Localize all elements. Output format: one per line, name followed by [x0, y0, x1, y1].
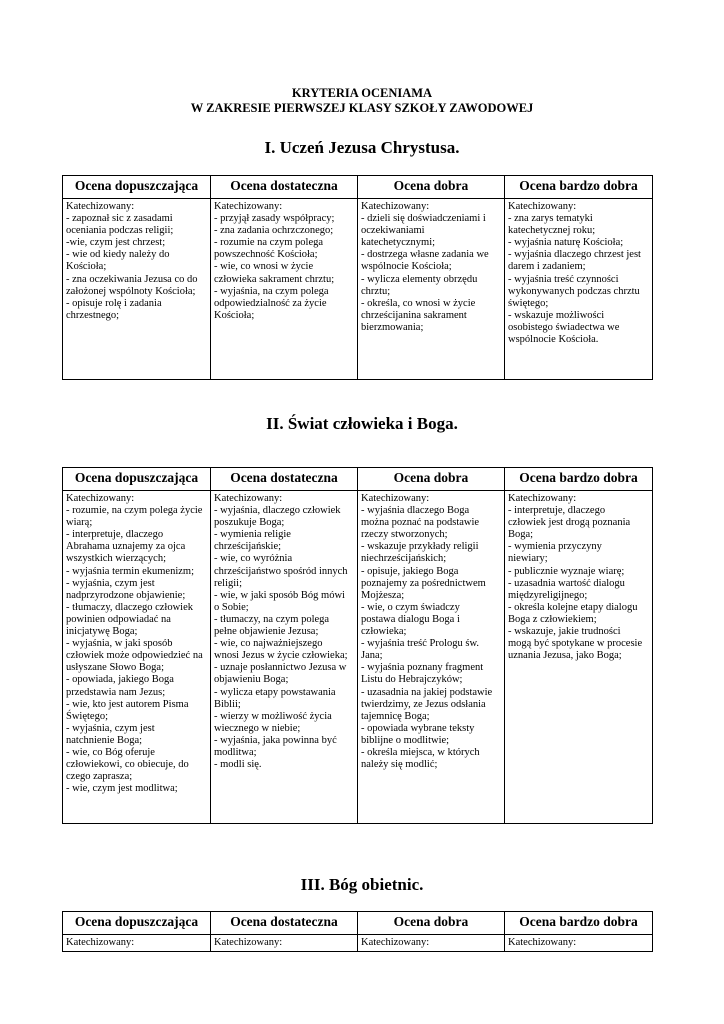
criteria-line: Boga;	[508, 529, 534, 541]
criteria-line: wszystkich wierzących;	[66, 553, 167, 565]
criteria-line: Listu do Hebrajczyków;	[361, 674, 463, 686]
criteria-line: wiarą;	[66, 517, 93, 529]
header-line-1: KRYTERIA OCENIAMA	[291, 86, 433, 100]
criteria-line: darem i zadaniem;	[508, 261, 586, 273]
criteria-line: natchnienie Boga;	[66, 734, 143, 746]
criteria-line: oczekiwaniami	[361, 225, 425, 237]
criteria-line: niechrześcijańskich;	[361, 553, 447, 565]
criteria-line: - wylicza etapy powstawania	[214, 686, 336, 698]
criteria-line: - publicznie wyznaje wiarę;	[508, 565, 625, 577]
table-row	[63, 199, 653, 380]
criteria-line: - wylicza elementy obrzędu	[361, 273, 478, 285]
criteria-line: poznajemy za pośrednictwem	[361, 577, 486, 589]
criteria-line: katechetycznej roku;	[508, 225, 596, 237]
header-line-2: W ZAKRESIE PIERWSZEJ KLASY SZKOŁY ZAWODOWEJ	[190, 101, 534, 115]
criteria-table	[62, 911, 653, 952]
criteria-line: - wymienia religie	[214, 529, 291, 541]
criteria-line: osobistego świadectwa we	[508, 321, 620, 333]
criteria-line: powinien odpowiadać na	[66, 613, 171, 625]
criteria-line: Kościoła;	[214, 309, 255, 321]
criteria-line: Jana;	[361, 650, 383, 662]
column-header: Ocena bardzo dobra	[505, 468, 653, 491]
criteria-line: biblijne o modlitwie;	[361, 734, 450, 746]
table-cell	[358, 491, 505, 824]
criteria-line: - określa kolejne etapy dialogu	[508, 601, 638, 613]
criteria-line: chrześcijańskie;	[214, 541, 282, 553]
document-header	[0, 86, 724, 116]
criteria-line: Katechizowany:	[508, 493, 577, 504]
criteria-line: nadprzyrodzone objawienie;	[66, 589, 186, 601]
criteria-line: Katechizowany:	[66, 493, 135, 504]
criteria-line: - opisuje rolę i zadania	[66, 297, 162, 309]
criteria-line: uznania Jezusa, jako Boga;	[508, 650, 622, 662]
criteria-line: - wie, co wyróżnia	[214, 553, 293, 565]
criteria-line: pełne objawienie Jezusa;	[214, 626, 319, 638]
column-header: Ocena dopuszczająca	[63, 468, 211, 491]
criteria-line: usłyszane Słowo Boga;	[66, 662, 164, 674]
criteria-line: tajemnicę Boga;	[361, 710, 430, 722]
criteria-line: - wie, w jaki sposób Bóg mówi	[214, 589, 345, 601]
criteria-line: - opisuje, jakiego Boga	[361, 565, 459, 577]
criteria-line: wykonywanych podczas chrztu	[508, 285, 640, 297]
section-title: III. Bóg obietnic.	[300, 875, 424, 894]
table-cell	[63, 199, 211, 380]
criteria-line: Katechizowany:	[361, 493, 430, 504]
criteria-table	[62, 467, 653, 824]
criteria-line: - wie, co wnosi w życie	[214, 261, 314, 273]
criteria-line: - rozumie, na czym polega życie	[66, 505, 203, 517]
column-header: Ocena dostateczna	[211, 468, 358, 491]
column-header: Ocena dobra	[358, 176, 505, 199]
criteria-line: wspólnocie Kościoła;	[361, 261, 452, 273]
criteria-line: można poznać na podstawie	[361, 517, 480, 529]
criteria-line: poszukuje Boga;	[214, 517, 285, 529]
criteria-line: - modli się.	[214, 759, 262, 771]
table-cell	[358, 199, 505, 380]
criteria-line: twierdzimy, ze Jezus odsłania	[361, 698, 486, 710]
criteria-line: - interpretuje, dlaczego	[66, 529, 164, 541]
criteria-line: - wyjaśnia dlaczego Boga	[361, 505, 470, 517]
criteria-line: - interpretuje, dlaczego	[508, 505, 606, 517]
criteria-line: wspólnocie Kościoła.	[508, 334, 599, 346]
criteria-line: - tłumaczy, na czym polega	[214, 613, 330, 625]
criteria-line: - wyjaśnia dlaczego chrzest jest	[508, 249, 641, 261]
criteria-line: - wskazuje przykłady religii	[361, 541, 479, 553]
criteria-line: - zna zadania ochrzczonego;	[214, 225, 334, 237]
section-title: I. Uczeń Jezusa Chrystusa.	[264, 138, 460, 157]
criteria-line: - wie, kto jest autorem Pisma	[66, 698, 189, 710]
criteria-line: - rozumie na czym polega	[214, 237, 324, 249]
criteria-line: Katechizowany:	[214, 937, 283, 948]
criteria-line: bierzmowania;	[361, 321, 424, 333]
table-cell	[358, 935, 505, 952]
criteria-line: - wyjaśnia, dlaczego człowiek	[214, 505, 341, 517]
column-header: Ocena bardzo dobra	[505, 912, 653, 935]
criteria-line: - wyjaśnia, jaka powinna być	[214, 734, 337, 746]
criteria-line: człowieka;	[361, 626, 407, 638]
criteria-line: Kościoła;	[66, 261, 107, 273]
column-header: Ocena dostateczna	[211, 912, 358, 935]
criteria-line: Katechizowany:	[214, 201, 283, 212]
criteria-line: - opowiada, jakiego Boga	[66, 674, 174, 686]
table-row	[63, 935, 653, 952]
criteria-line: Katechizowany:	[66, 937, 135, 948]
criteria-line: - wymienia przyczyny	[508, 541, 602, 553]
criteria-line: wnosi Jezus w życie człowieka;	[214, 650, 348, 662]
criteria-line: - dostrzega własne zadania we	[361, 249, 489, 261]
criteria-line: międzyreligijnego;	[508, 589, 588, 601]
criteria-line: - uzasadnia na jakiej podstawie	[361, 686, 493, 698]
criteria-table	[62, 175, 653, 380]
criteria-line: - określa, co wnosi w życie	[361, 297, 476, 309]
table-cell	[505, 199, 653, 380]
criteria-line: objawieniu Boga;	[214, 674, 289, 686]
criteria-line: niewiary;	[508, 553, 548, 565]
criteria-line: Mojżesza;	[361, 589, 405, 601]
criteria-line: Katechizowany:	[66, 201, 135, 212]
criteria-line: modlitwa;	[214, 746, 257, 758]
criteria-line: Boga z człowiekiem;	[508, 613, 597, 625]
criteria-line: Biblii;	[214, 698, 241, 710]
criteria-line: - wyjaśnia, w jaki sposób	[66, 638, 173, 650]
criteria-line: katechetycznymi;	[361, 237, 436, 249]
criteria-line: oceniania podczas religii;	[66, 225, 174, 237]
criteria-line: odpowiedzialność za życie	[214, 297, 327, 309]
criteria-line: - wyjaśnia naturę Kościoła;	[508, 237, 624, 249]
table-cell	[505, 491, 653, 824]
criteria-line: - wie, co Bóg oferuje	[66, 746, 155, 758]
criteria-line: mogą być spotykane w procesie	[508, 638, 643, 650]
criteria-line: założonej wspólnoty Kościoła;	[66, 285, 196, 297]
criteria-line: rzeczy stworzonych;	[361, 529, 448, 541]
criteria-line: - wyjaśnia poznany fragment	[361, 662, 484, 674]
column-header: Ocena dobra	[358, 468, 505, 491]
column-header: Ocena dopuszczająca	[63, 912, 211, 935]
criteria-line: należy się modlić;	[361, 759, 438, 771]
criteria-line: - przyjął zasady współpracy;	[214, 213, 335, 225]
criteria-line: człowiek może odpowiedzieć na	[66, 650, 203, 662]
criteria-line: - wyjaśnia, czym jest	[66, 722, 155, 734]
column-header: Ocena bardzo dobra	[505, 176, 653, 199]
criteria-line: - opowiada wybrane teksty	[361, 722, 475, 734]
criteria-line: świętego;	[508, 297, 549, 309]
table-cell	[63, 491, 211, 824]
criteria-line: chrztu;	[361, 285, 391, 297]
criteria-line: - wyjaśnia treść czynności	[508, 273, 619, 285]
column-header: Ocena dostateczna	[211, 176, 358, 199]
table-cell	[63, 935, 211, 952]
criteria-line: - wskazuje możliwości	[508, 309, 605, 321]
criteria-line: inicjatywę Boga;	[66, 626, 138, 638]
table-cell	[211, 199, 358, 380]
criteria-line: Abrahama uznajemy za ojca	[66, 541, 186, 553]
table-header-row	[63, 912, 653, 935]
criteria-line: - wyjaśnia termin ekumenizm;	[66, 565, 195, 577]
criteria-line: Katechizowany:	[361, 937, 430, 948]
criteria-line: Katechizowany:	[508, 937, 577, 948]
criteria-line: - wie, czym jest modlitwa;	[66, 783, 178, 795]
criteria-line: przedstawia nam Jezus;	[66, 686, 166, 698]
criteria-line: - wskazuje, jakie trudności	[508, 626, 621, 638]
criteria-line: - dzieli się doświadczeniami i	[361, 213, 486, 225]
table-row	[63, 491, 653, 824]
criteria-line: Świętego;	[66, 710, 108, 722]
criteria-line: człowiek jest drogą poznania	[508, 517, 631, 529]
criteria-line: Katechizowany:	[361, 201, 430, 212]
criteria-line: chrzestnego;	[66, 309, 120, 321]
criteria-line: postawa dialogu Boga i	[361, 613, 460, 625]
column-header: Ocena dobra	[358, 912, 505, 935]
criteria-line: - wyjaśnia treść Prologu św.	[361, 638, 480, 650]
criteria-line: o Sobie;	[214, 601, 249, 613]
criteria-line: Katechizowany:	[508, 201, 577, 212]
table-header-row	[63, 176, 653, 199]
criteria-line: wiecznego w niebie;	[214, 722, 301, 734]
criteria-line: powszechność Kościoła;	[214, 249, 318, 261]
criteria-line: - zna oczekiwania Jezusa co do	[66, 273, 198, 285]
criteria-line: - wierzy w możliwość życia	[214, 710, 332, 722]
table-header-row	[63, 468, 653, 491]
criteria-line: - uznaje posłannictwo Jezusa w	[214, 662, 347, 674]
table-cell	[211, 935, 358, 952]
criteria-line: człowiekowi, co obiecuje, do	[66, 759, 189, 771]
table-cell	[505, 935, 653, 952]
section-title: II. Świat człowieka i Boga.	[266, 414, 458, 433]
criteria-line: - wie od kiedy należy do	[66, 249, 170, 261]
criteria-line: - określa miejsca, w których	[361, 746, 480, 758]
criteria-line: -wie, czym jest chrzest;	[66, 237, 166, 249]
criteria-line: - zapoznał sic z zasadami	[66, 213, 173, 225]
criteria-line: Katechizowany:	[214, 493, 283, 504]
criteria-line: religii;	[214, 577, 242, 589]
criteria-line: - wyjaśnia, na czym polega	[214, 285, 329, 297]
criteria-line: czego zaprasza;	[66, 771, 133, 783]
criteria-line: - tłumaczy, dlaczego człowiek	[66, 601, 194, 613]
criteria-line: chrześcijaństwo spośród innych	[214, 565, 348, 577]
column-header: Ocena dopuszczająca	[63, 176, 211, 199]
table-cell	[211, 491, 358, 824]
criteria-line: - wyjaśnia, czym jest	[66, 577, 155, 589]
criteria-line: - zna zarys tematyki	[508, 213, 593, 225]
criteria-line: - uzasadnia wartość dialogu	[508, 577, 625, 589]
criteria-line: człowieka sakrament chrztu;	[214, 273, 335, 285]
criteria-line: chrześcijanina sakrament	[361, 309, 467, 321]
criteria-line: - wie, o czym świadczy	[361, 601, 460, 613]
criteria-line: - wie, co najważniejszego	[214, 638, 323, 650]
